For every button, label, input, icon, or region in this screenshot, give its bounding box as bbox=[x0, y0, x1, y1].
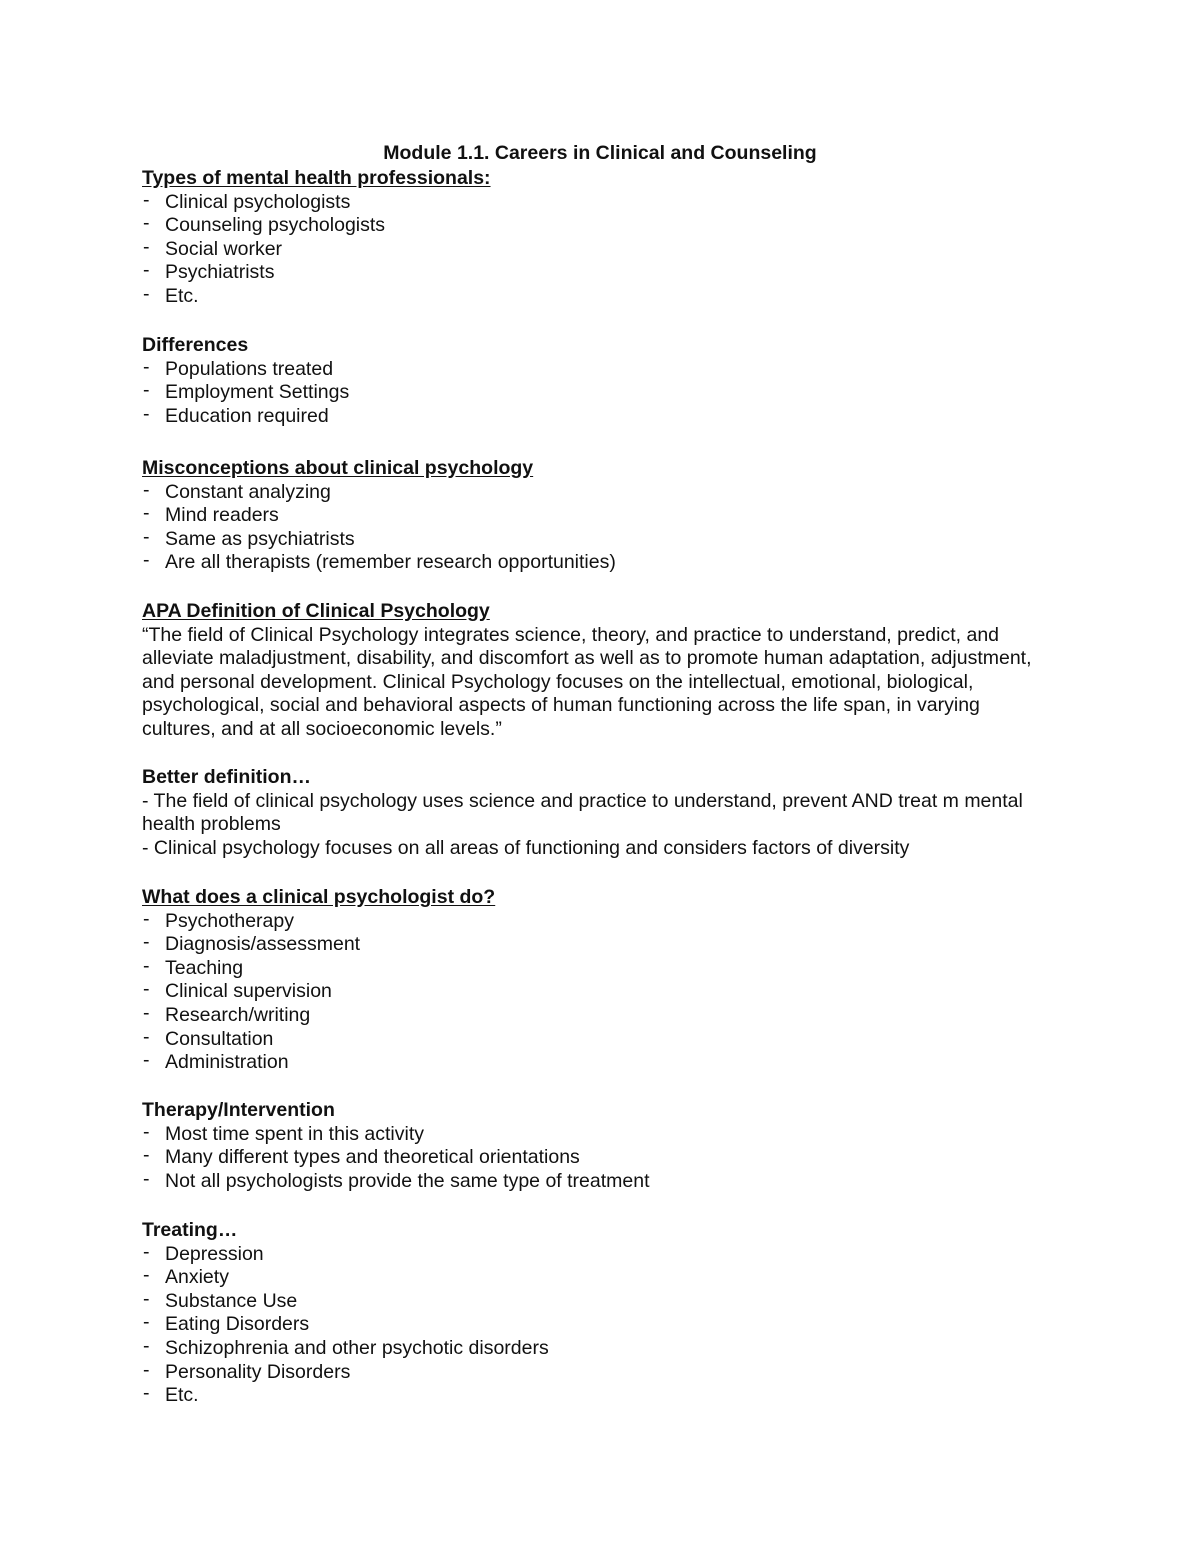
definition-line: - Clinical psychology focuses on all areas of functioning and considers factors of diversity bbox=[142, 836, 910, 859]
list-item: - Are all therapists (remember research opportunities) bbox=[142, 551, 1082, 575]
list-item: - Not all psychologists provide the same type of treatment bbox=[142, 1170, 1082, 1194]
list-item: - Eating Disorders bbox=[142, 1313, 1082, 1337]
list-item: - Schizophrenia and other psychotic disorders bbox=[142, 1337, 1082, 1361]
definition-line: - The field of clinical psychology uses science and practice to understand, prevent AND treat m mental health problems bbox=[142, 789, 1023, 836]
section-differences bbox=[142, 334, 1082, 428]
list-item: - Consultation bbox=[142, 1028, 1082, 1052]
bullet-list bbox=[142, 910, 1082, 1075]
list-item: - Social worker bbox=[142, 238, 1082, 262]
list-item: - Etc. bbox=[142, 285, 1082, 309]
document-title: Module 1.1. Careers in Clinical and Counseling bbox=[383, 142, 817, 164]
section-heading: Therapy/Intervention bbox=[142, 1099, 335, 1121]
list-item: - Clinical psychologists bbox=[142, 191, 1082, 215]
list-item: - Research/writing bbox=[142, 1004, 1082, 1028]
definition-quote: “The field of Clinical Psychology integrates science, theory, and practice to understand, predict, and alleviate maladjustment, disability, and discomfort as well as to promote human adaptation, adjustment, and personal development. Clinical Psychology focuses on the intellectual, emotional, biological, psychological, social and behavioral aspects of human functioning across the life span, in varying cultures, and at all socioeconomic levels.” bbox=[142, 623, 1032, 740]
list-item: - Etc. bbox=[142, 1384, 1082, 1408]
list-item: - Anxiety bbox=[142, 1266, 1082, 1290]
bullet-list bbox=[142, 358, 1082, 429]
section-heading: Types of mental health professionals: bbox=[142, 167, 491, 189]
bullet-list bbox=[142, 191, 1082, 309]
list-item: - Teaching bbox=[142, 957, 1082, 981]
list-item: - Depression bbox=[142, 1243, 1082, 1267]
section-heading: Misconceptions about clinical psychology bbox=[142, 457, 534, 479]
list-item: - Diagnosis/assessment bbox=[142, 933, 1082, 957]
list-item: - Employment Settings bbox=[142, 381, 1082, 405]
section-heading: What does a clinical psychologist do? bbox=[142, 886, 496, 908]
list-item: - Mind readers bbox=[142, 504, 1082, 528]
list-item: - Constant analyzing bbox=[142, 481, 1082, 505]
section-treating bbox=[142, 1219, 1082, 1408]
section-what-they-do bbox=[142, 886, 1082, 1075]
list-item: - Populations treated bbox=[142, 358, 1082, 382]
bullet-list bbox=[142, 1243, 1082, 1408]
bullet-list bbox=[142, 1123, 1082, 1194]
section-heading: APA Definition of Clinical Psychology bbox=[142, 600, 490, 622]
list-item: - Psychiatrists bbox=[142, 261, 1082, 285]
list-item: - Administration bbox=[142, 1051, 1082, 1075]
bullet-list bbox=[142, 481, 1082, 575]
section-therapy bbox=[142, 1099, 1082, 1193]
list-item: - Many different types and theoretical orientations bbox=[142, 1146, 1082, 1170]
section-types bbox=[142, 167, 1082, 309]
section-heading: Better definition… bbox=[142, 766, 311, 788]
section-apa-definition bbox=[142, 600, 1042, 742]
list-item: - Psychotherapy bbox=[142, 910, 1082, 934]
list-item: - Most time spent in this activity bbox=[142, 1123, 1082, 1147]
list-item: - Education required bbox=[142, 405, 1082, 429]
list-item: - Substance Use bbox=[142, 1290, 1082, 1314]
section-better-definition bbox=[142, 766, 1067, 860]
section-heading: Treating… bbox=[142, 1219, 238, 1241]
section-heading: Differences bbox=[142, 334, 249, 356]
list-item: - Same as psychiatrists bbox=[142, 528, 1082, 552]
list-item: - Clinical supervision bbox=[142, 980, 1082, 1004]
list-item: - Counseling psychologists bbox=[142, 214, 1082, 238]
list-item: - Personality Disorders bbox=[142, 1361, 1082, 1385]
section-misconceptions bbox=[142, 457, 1082, 575]
